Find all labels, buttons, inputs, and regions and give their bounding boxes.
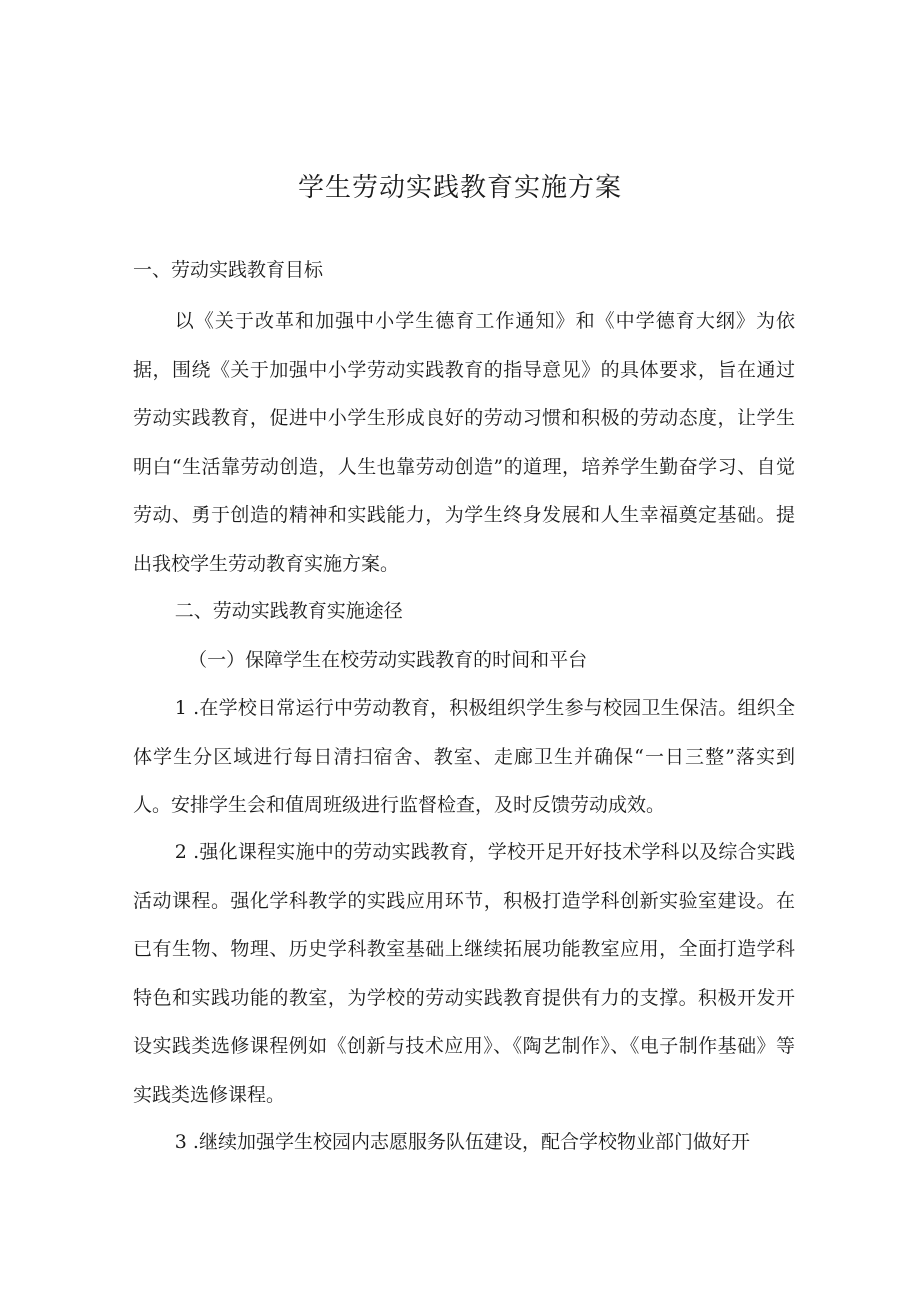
- section-heading-approaches: 二、劳动实践教育实施途径: [174, 600, 403, 622]
- list-item-2: 2 .强化课程实施中的劳动实践教育，学校开足开好技术学科以及综合实践活动课程。强化学科教学的实践应用环节，积极打造学科创新实验室建设。在已有生物、物理、历史学科教室基础上继续拓展功能教室应用，全面打造学科特色和实践功能的教室，为学校的劳动实践教育提供有力的支撑。积极开发开设实践类选修课程例如《创新与技术应用》、《陶艺制作》、《电子制作基础》等实践类选修课程。: [133, 841, 795, 1106]
- section-heading-goals: 一、劳动实践教育目标: [133, 259, 324, 281]
- document-title: 学生劳动实践教育实施方案: [297, 173, 622, 203]
- subsection-heading-time-platform: （一）保障学生在校劳动实践教育的时间和平台: [188, 649, 588, 671]
- paragraph-goals: 以《关于改革和加强中小学生德育工作通知》和《中学德育大纲》为依据，围绕《关于加强中小学劳动实践教育的指导意见》的具体要求，旨在通过劳动实践教育，促进中小学生形成良好的劳动习惯和积极的劳动态度，让学生明白“生活靠劳动创造，人生也靠劳动创造”的道理，培养学生勤奋学习、自觉劳动、勇于创造的精神和实践能力，为学生终身发展和人生幸福奠定基础。提出我校学生劳动教育实施方案。: [133, 310, 795, 575]
- list-item-3: 3 .继续加强学生校园内志愿服务队伍建设，配合学校物业部门做好开: [174, 1131, 750, 1153]
- list-item-1: 1 .在学校日常运行中劳动教育，积极组织学生参与校园卫生保洁。组织全体学生分区域进行每日清扫宿舍、教室、走廊卫生并确保“一日三整”落实到人。安排学生会和值周班级进行监督检查，及时反馈劳动成效。: [133, 697, 795, 816]
